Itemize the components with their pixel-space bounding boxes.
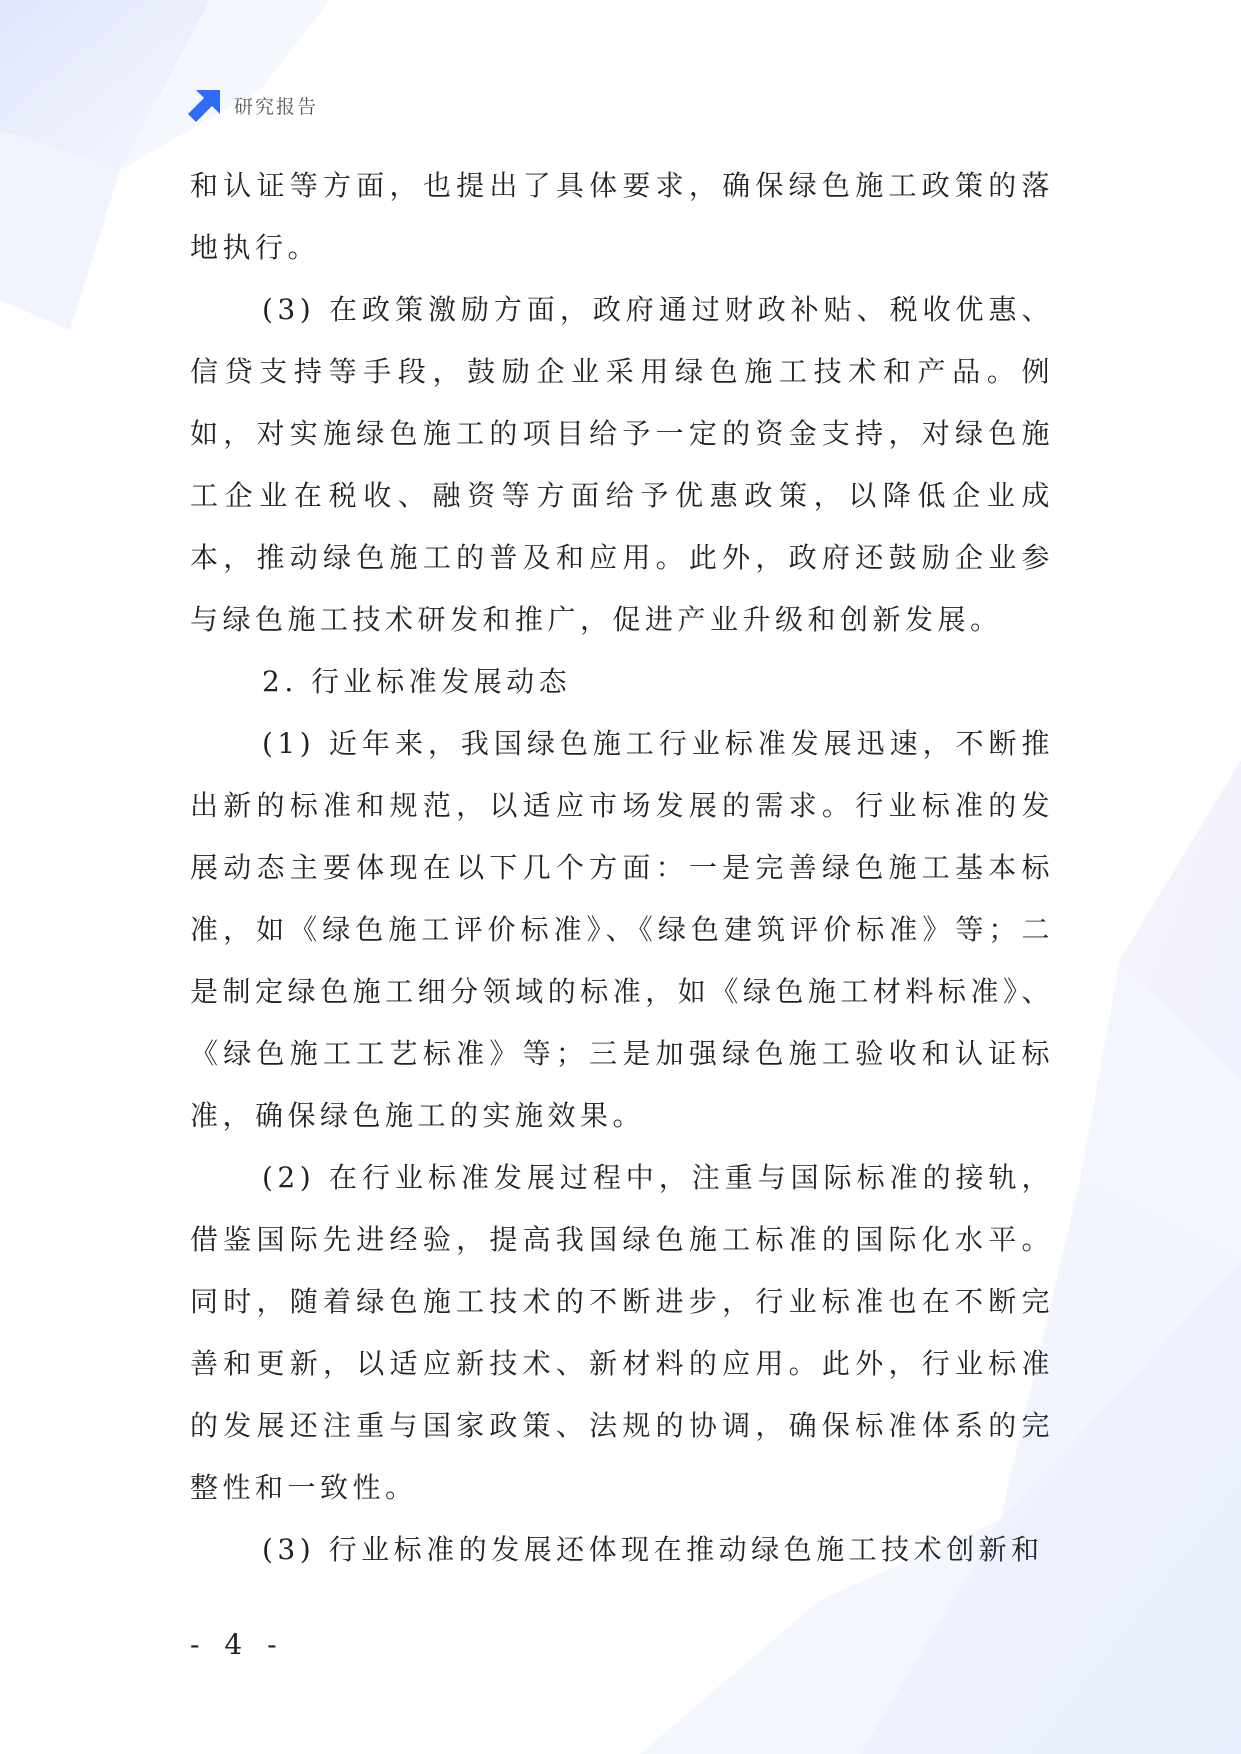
header-label: 研究报告 (234, 95, 319, 118)
page-number: - 4 - (190, 1628, 285, 1661)
paragraph-standards-2: (2) 在行业标准发展过程中，注重与国际标准的接轨，借鉴国际先进经验，提高我国绿色施工标准的国际化水平。同时，随着绿色施工技术的不断进步，行业标准也在不断完善和更新，以适应新技术、新材料的应用。此外，行业标准的发展还注重与国家政策、法规的协调，确保标准体系的完整性和一致性。 (190, 1161, 1054, 1504)
document-body (190, 155, 1054, 1581)
paragraph-policy-incentives: (3) 在政策激励方面，政府通过财政补贴、税收优惠、信贷支持等手段，鼓励企业采用绿色施工技术和产品。例如，对实施绿色施工的项目给予一定的资金支持，对绿色施工企业在税收、融资等方面给予优惠政策，以降低企业成本，推动绿色施工的普及和应用。此外，政府还鼓励企业参与绿色施工技术研发和推广，促进产业升级和创新发展。 (190, 293, 1054, 636)
paragraph-continuation: 和认证等方面，也提出了具体要求，确保绿色施工政策的落地执行。 (190, 169, 1054, 264)
section-heading: 2. 行业标准发展动态 (262, 665, 572, 698)
arrow-up-right-icon (188, 88, 222, 122)
paragraph-standards-1: (1) 近年来，我国绿色施工行业标准发展迅速，不断推出新的标准和规范，以适应市场发展的需求。行业标准的发展动态主要体现在以下几个方面：一是完善绿色施工基本标准，如《绿色施工评价标准》、《绿色建筑评价标准》等；二是制定绿色施工细分领域的标准，如《绿色施工材料标准》、《绿色施工工艺标准》等；三是加强绿色施工验收和认证标准，确保绿色施工的实施效果。 (190, 727, 1054, 1132)
paragraph-standards-3: (3) 行业标准的发展还体现在推动绿色施工技术创新和 (262, 1533, 1044, 1566)
report-header (188, 88, 318, 122)
